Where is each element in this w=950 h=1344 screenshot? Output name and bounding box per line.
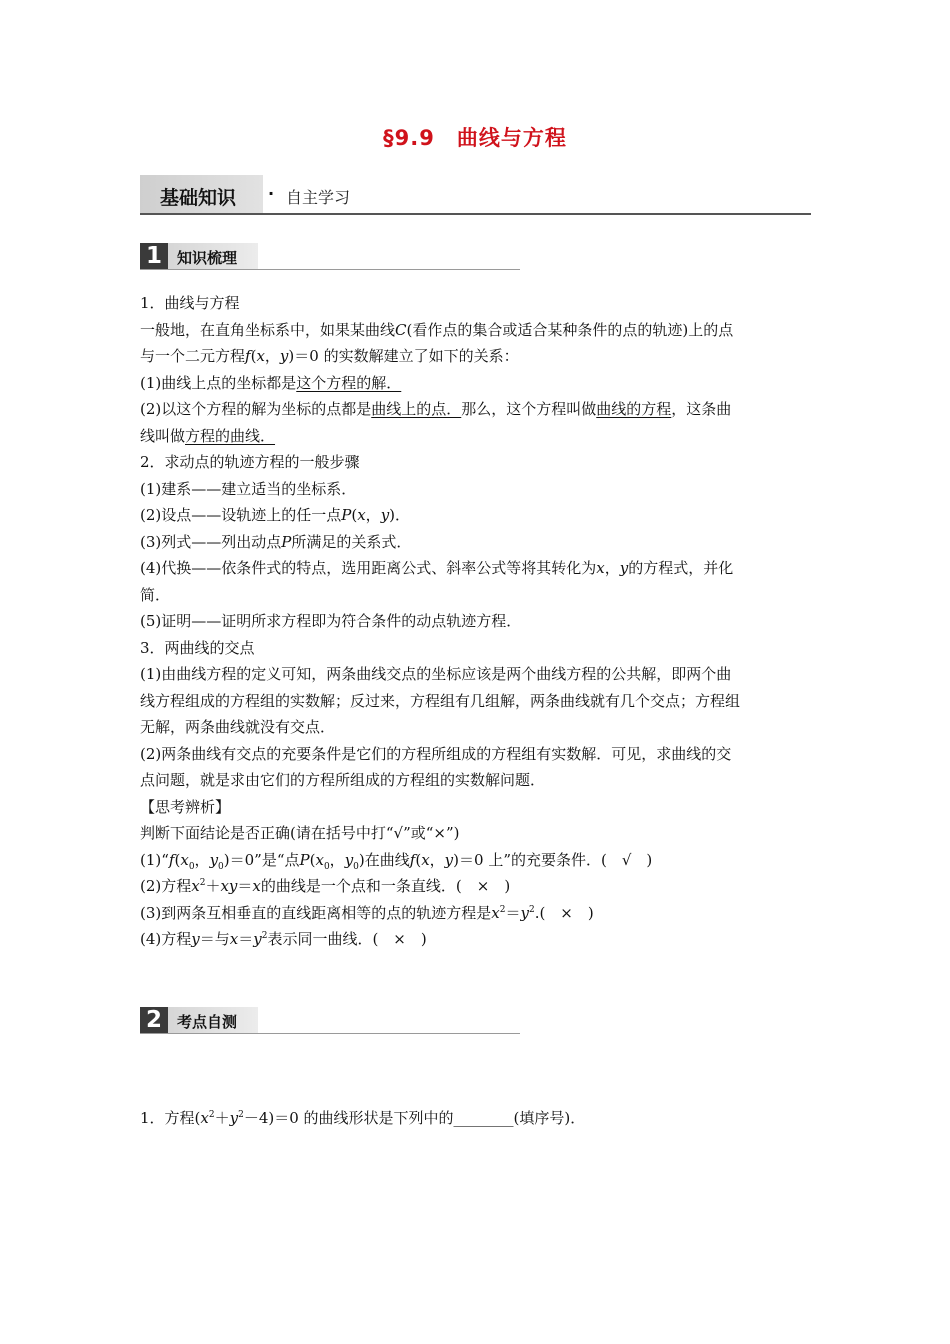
- paragraph: 点问题，就是求由它们的方程所组成的方程组的实数解问题．: [140, 771, 546, 789]
- condition-2: (2)以这个方程的解为坐标的点都是曲线上的点．那么，这个方程叫做曲线的方程，这条曲: [140, 400, 732, 418]
- paragraph: (2)两条曲线有交点的充要条件是它们的方程所组成的方程组有实数解．可见，求曲线的交: [140, 744, 732, 763]
- section-sub-label: 自主学习: [286, 188, 351, 207]
- fill-answer: 曲线上的点．: [371, 400, 462, 418]
- paragraph: (1)由曲线方程的定义可知，两条曲线交点的坐标应该是两个曲线方程的公共解，即两个曲: [140, 665, 732, 683]
- fill-answer: 这个方程的解．: [296, 373, 402, 392]
- page-title: §9.9 曲线与方程: [383, 126, 567, 150]
- exercise-1: 1．方程$(x^2+y^2-4)=0$ 的曲线形状是下列中的________(填序号)．: [140, 1109, 586, 1127]
- paragraph: 线方程组成的方程组的实数解；反过来，方程组有几组解，两条曲线就有几个交点；方程组: [140, 691, 741, 710]
- step-1: (1)建系——建立适当的坐标系．: [140, 479, 357, 498]
- judge-item-3: (3)到两条互相垂直的直线距离相等的点的轨迹方程是$x^2=y^2$.( × ): [140, 903, 594, 922]
- subheading-knowledge: [140, 243, 520, 270]
- subheading-label: 考点自测: [177, 1013, 238, 1031]
- subheading-number: 2: [140, 1007, 168, 1033]
- knowledge-content: [140, 290, 815, 953]
- step-4-cont: 简．: [140, 585, 171, 604]
- step-3: (3)列式——列出动点P所满足的关系式．: [140, 532, 412, 551]
- step-5: (5)证明——证明所求方程即为符合条件的动点轨迹方程．: [140, 612, 522, 630]
- condition-2-cont: 线叫做方程的曲线．: [140, 426, 276, 445]
- paragraph: 与一个二元方程f(x，y)＝0 的实数解建立了如下的关系：: [140, 347, 519, 365]
- paragraph: 无解，两条曲线就没有交点．: [140, 718, 336, 736]
- fill-answer: 曲线的方程: [596, 400, 672, 418]
- section-separator: ·: [268, 184, 275, 203]
- step-2: (2)设点——设轨迹上的任一点P(x，y)．: [140, 506, 411, 524]
- subheading-number: 1: [140, 243, 168, 269]
- subheading-label: 知识梳理: [177, 249, 238, 267]
- judge-item-4: (4)方程y＝与$x=y^2$表示同一曲线．( × ): [140, 930, 427, 948]
- subheading-self-test: [140, 1007, 520, 1034]
- heading-steps: 2．求动点的轨迹方程的一般步骤: [140, 453, 360, 471]
- judge-item-1: $(1)“f(x_0$，$y_0)=0$”是“点$P(x_0$，$y_0$)在曲线f(x，y)＝0 上”的充要条件．( √ ): [140, 850, 653, 872]
- judge-item-2: (2)方程$x^2+xy=x$的曲线是一个点和一条直线．( × ): [140, 877, 511, 895]
- condition-1: (1)曲线上点的坐标都是这个方程的解．: [140, 373, 402, 392]
- heading-intersection: 3．两曲线的交点: [140, 638, 255, 657]
- paragraph: 一般地，在直角坐标系中，如果某曲线C(看作点的集合或适合某种条件的点的轨迹)上的点: [140, 320, 734, 339]
- step-4: (4)代换——依条件式的特点，选用距离公式、斜率公式等将其转化为x，y的方程式，并化: [140, 559, 734, 577]
- section-banner: [140, 175, 811, 215]
- heading-curve-equation: 1．曲线与方程: [140, 294, 240, 312]
- fill-answer: 方程的曲线．: [185, 426, 276, 445]
- think-heading: 【思考辨析】: [140, 797, 231, 816]
- section-main-label: 基础知识: [160, 187, 237, 209]
- judge-instruction: 判断下面结论是否正确(请在括号中打“√”或“×”): [140, 824, 460, 842]
